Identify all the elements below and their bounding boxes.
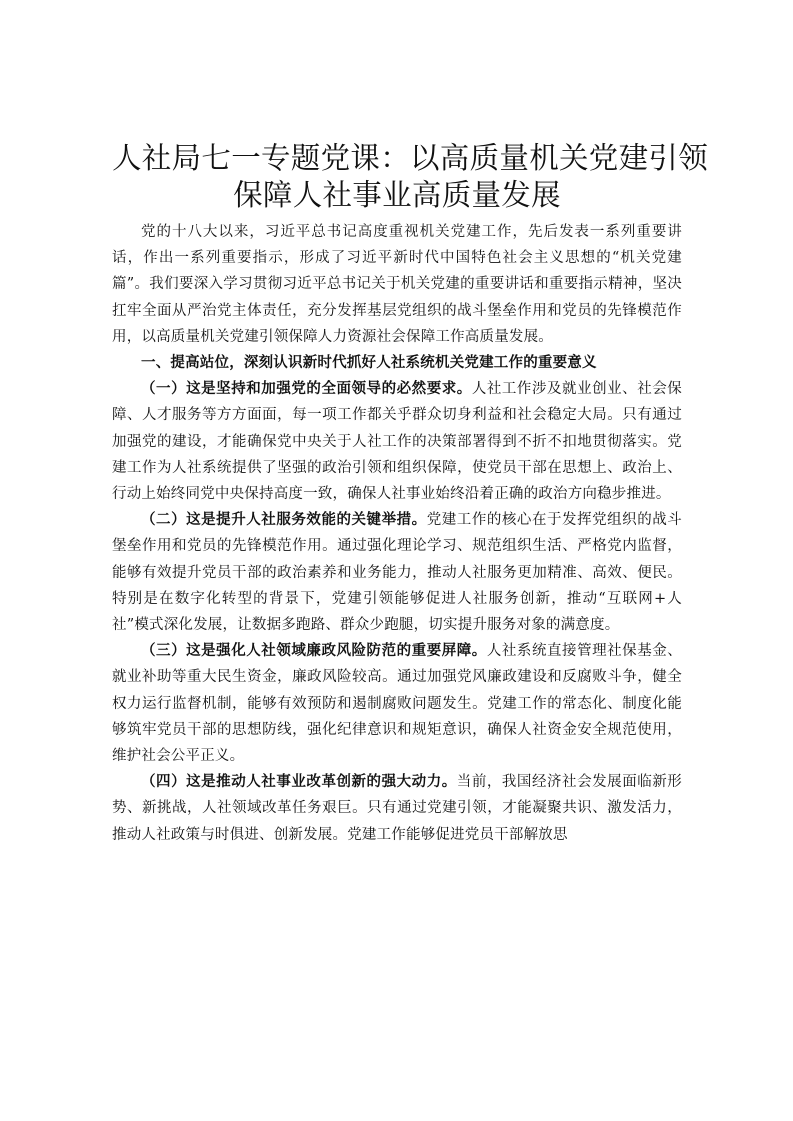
- point-body-1: 人社工作涉及就业创业、社会保障、人才服务等方方面面，每一项工作都关乎群众切身利益和社会稳定大局。只有通过加强党的建设，才能确保党中央关于人社工作的决策部署得到不折不扣地贯彻落实。党建工作为人社系统提供了坚强的政治引领和组织保障，使党员干部在思想上、政治上、行动上始终同党中央保持高度一致，确保人社事业始终沿着正确的政治方向稳步推进。: [112, 381, 682, 503]
- point-paragraph-4: [112, 769, 682, 848]
- point-body-2: 党建工作的核心在于发挥党组织的战斗堡垒作用和党员的先锋模范作用。通过强化理论学习、规范组织生活、严格党内监督，能够有效提升党员干部的政治素养和业务能力，推动人社服务更加精准、高效、便民。特别是在数字化转型的背景下，党建引领能够促进人社服务创新，推动“互联网+人社”模式深化发展，让数据多跑路、群众少跑腿，切实提升服务对象的满意度。: [112, 512, 682, 634]
- intro-paragraph: 党的十八大以来，习近平总书记高度重视机关党建工作，先后发表一系列重要讲话，作出一系列重要指示，形成了习近平新时代中国特色社会主义思想的“机关党建篇”。我们要深入学习贯彻习近平总书记关于机关党建的重要讲话和重要指示精神，坚决扛牢全面从严治党主体责任，充分发挥基层党组织的战斗堡垒作用和党员的先锋模范作用，以高质量机关党建引领保障人力资源社会保障工作高质量发展。: [112, 224, 682, 345]
- point-lead-3: （三）这是强化人社领域廉政风险防范的重要屏障。: [141, 642, 487, 660]
- point-paragraph-2: [112, 507, 682, 638]
- point-lead-4: （四）这是推动人社事业改革创新的强大动力。: [141, 773, 457, 791]
- document-body: [112, 140, 709, 848]
- point-lead-2: （二）这是提升人社服务效能的关键举措。: [141, 511, 427, 529]
- point-paragraph-3: [112, 638, 682, 769]
- title-line-1: 人社局七一专题党课：以高质量机关党建引领: [112, 141, 709, 175]
- point-paragraph-1: [112, 376, 682, 507]
- point-lead-1: （一）这是坚持和加强党的全面领导的必然要求。: [141, 380, 472, 398]
- title-line-2: 保障人社事业高质量发展: [233, 178, 561, 212]
- document-title: [112, 140, 709, 214]
- point-body-4: 当前，我国经济社会发展面临新形势、新挑战，人社领域改革任务艰巨。只有通过党建引领，才能凝聚共识、激发活力，推动人社政策与时俱进、创新发展。党建工作能够促进党员干部解放思: [112, 774, 682, 843]
- point-body-3: 人社系统直接管理社保基金、就业补助等重大民生资金，廉政风险较高。通过加强党风廉政建设和反腐败斗争，健全权力运行监督机制，能够有效预防和遏制腐败问题发生。党建工作的常态化、制度化能够筑牢党员干部的思想防线，强化纪律意识和规矩意识，确保人社资金安全规范使用，维护社会公平正义。: [112, 643, 682, 765]
- section-heading: 一、提高站位，深刻认识新时代抓好人社系统机关党建工作的重要意义: [141, 354, 597, 372]
